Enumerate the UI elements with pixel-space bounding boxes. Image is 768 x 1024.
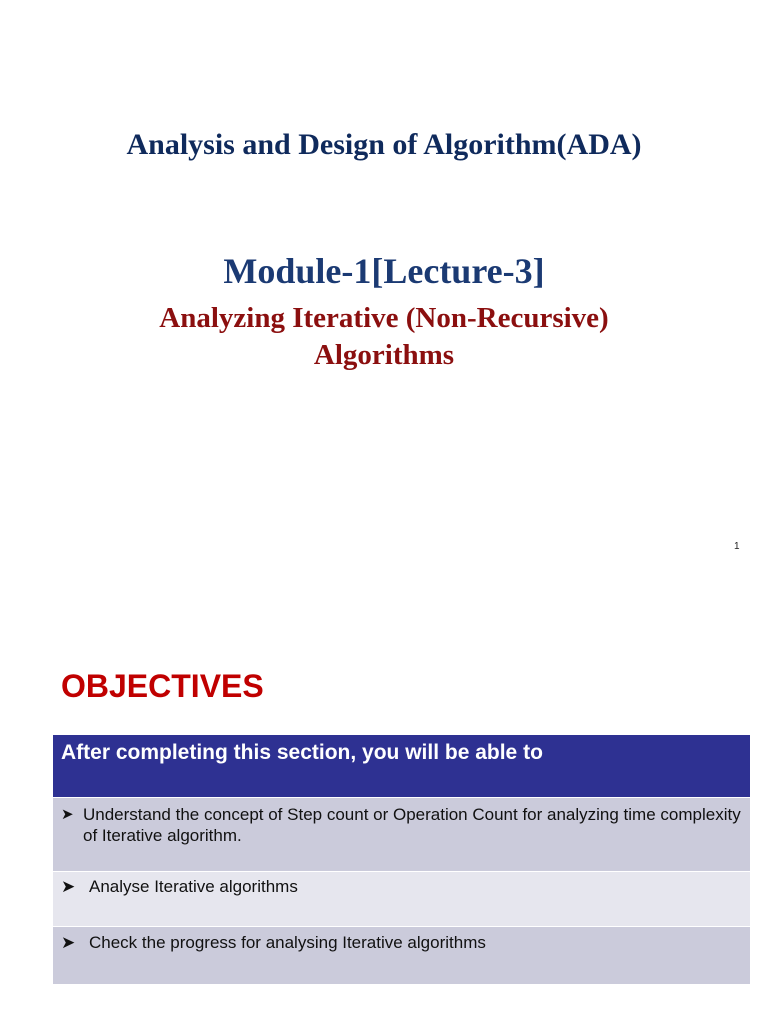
objective-row [53, 927, 750, 985]
objectives-table-header-row [53, 735, 750, 798]
page-number: 1 [734, 541, 740, 552]
lecture-subtitle-line-1: Analyzing Iterative (Non-Recursive) [159, 302, 609, 334]
objectives-heading: OBJECTIVES [61, 668, 264, 704]
objective-text: Check the progress for analysing Iterative algorithms [89, 933, 486, 952]
objective-text: Understand the concept of Step count or Operation Count for analyzing time complexity of Iterative algorithm. [83, 805, 741, 845]
course-title: Analysis and Design of Algorithm(ADA) [126, 128, 642, 161]
arrow-bullet-icon: ➤ [61, 806, 74, 823]
objectives-table-header: After completing this section, you will be able to [53, 735, 750, 798]
objective-row [53, 872, 750, 927]
lecture-subtitle-line-2: Algorithms [313, 339, 455, 371]
module-title: Module-1[Lecture-3] [223, 251, 545, 291]
arrow-bullet-icon: ➤ [61, 933, 76, 952]
lecture-subtitle [0, 300, 768, 374]
objective-text: Analyse Iterative algorithms [89, 877, 298, 896]
objective-row [53, 798, 750, 872]
objectives-table [53, 735, 750, 984]
arrow-bullet-icon: ➤ [61, 877, 76, 896]
